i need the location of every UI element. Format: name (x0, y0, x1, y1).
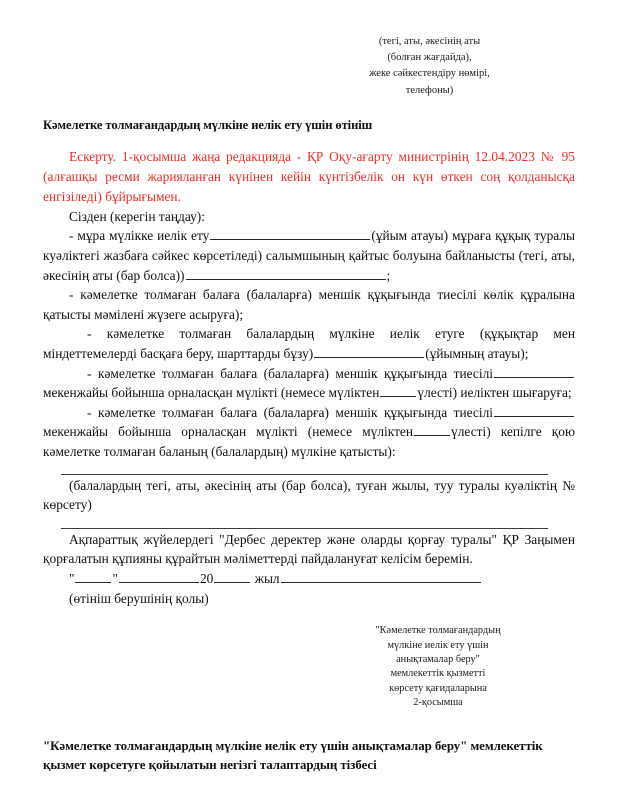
children-details-rule[interactable] (61, 474, 548, 475)
addressee-line-4: телефоны) (405, 84, 454, 96)
blank-signature[interactable] (281, 570, 481, 583)
addressee-line-1: (тегі, аты, әкесінің аты (378, 36, 481, 47)
blank-address-1[interactable] (494, 364, 574, 377)
annex-line-6: 2-қосымша (413, 697, 463, 709)
quote-open: " (69, 570, 75, 586)
amendment-note: Ескерту. 1-қосымша жаңа редакцияда - ҚР Оқу-ағарту министрінің 12.04.2023 № 95 (алғашқы ресми жарияланған күнінен кейін күнтізбелік он күн өткен соң қолданысқа енгізіледі) бұйрығымен. (43, 148, 575, 204)
consent-rule[interactable] (61, 528, 548, 529)
option-3-text-a: - кәмелетке толмаған балалардың мүлкіне иелік етуге (құқықтар мен міндеттемелерді басқаға беру, шарттарды бұзу) (43, 326, 575, 361)
quote-close: " (112, 570, 118, 586)
request-option-vehicle: - кәмелетке толмаған балаға (балаларға) меншік құқығында тиесілі көлік құралына қатысты мәмілені жүзеге асыруға); (43, 287, 575, 322)
annex-line-4: мемлекеттік қызметті (390, 668, 486, 680)
annex-line-3: анықтамалар беру" (396, 653, 480, 665)
option-1-text-a: - мұра мүлікке иелік ету (69, 228, 210, 244)
children-details-caption: (балалардың тегі, аты, әкесінің аты (бар болса), туған жылы, туу туралы куәліктің № көрсету) (43, 477, 575, 513)
date-and-signature-line (43, 569, 575, 589)
request-option-alienation (43, 364, 575, 403)
requirements-list-heading: "Кәмелетке толмағандардың мүлкіне иелік ету үшін анықтамалар беру" мемлекеттік қызмет көрсетуге қойылатын негізгі талаптардың тізбесі (43, 738, 543, 772)
blank-organization-name-1[interactable] (210, 227, 370, 240)
option-4-text-c: үлесті) иеліктен шығаруға; (417, 385, 572, 401)
option-1-text-b: (ұйым атауы) мұраға құқық туралы куәліктегі жазбаға сәйкес көрсетіледі) салымшының қайтыс болуына байланысты (тегі, аты, әкесінің аты (бар болса)) (43, 228, 575, 283)
year-prefix: 20 (199, 570, 214, 586)
request-option-pledge (43, 403, 575, 462)
option-5-text-c: үлесті) кепілге қою кәмелетке толмаған баланың (балалардың) мүлкіне қатысты): (43, 424, 575, 459)
blank-day[interactable] (75, 570, 111, 583)
blank-address-2[interactable] (494, 403, 574, 416)
blank-year[interactable] (214, 570, 250, 583)
request-option-disposal (43, 324, 575, 363)
blank-share-1[interactable] (380, 384, 416, 397)
option-5-text-b: мекенжайы бойынша орналасқан мүлікті (немесе мүліктен (43, 424, 414, 440)
year-word: жыл (254, 570, 280, 586)
blank-depositor-name[interactable] (186, 266, 386, 279)
addressee-line-2: (болған жағдайда), (387, 52, 472, 64)
addressee-line-3: жеке сәйкестендіру нөмірі, (369, 68, 490, 80)
option-4-text-a: - кәмелетке толмаған балаға (балаларға) меншік құқығында тиесілі (87, 365, 493, 381)
annex-reference-block (313, 624, 563, 710)
addressee-block (302, 34, 557, 99)
blank-month[interactable] (119, 570, 199, 583)
annex-line-5: көрсету қағидаларына (389, 682, 487, 694)
option-1-text-c: ; (386, 267, 391, 283)
blank-organization-name-2[interactable] (314, 345, 424, 358)
document-title: Кәмелетке толмағандардың мүлкіне иелік ету үшін өтініш (43, 117, 373, 132)
blank-share-2[interactable] (414, 423, 450, 436)
request-option-inheritance (43, 226, 575, 285)
option-4-text-b: мекенжайы бойынша орналасқан мүлікті (немесе мүліктен (43, 385, 380, 401)
signature-caption: (өтініш берушінің қолы) (69, 590, 209, 606)
request-lead-in: Сізден (керегін таңдау): (69, 208, 205, 224)
option-3-text-b: (ұйымның атауы); (425, 345, 529, 361)
option-5-text-a: - кәмелетке толмаған балаға (балаларға) меншік құқығында тиесілі (87, 404, 493, 420)
personal-data-consent: Ақпараттық жүйелердегі "Дербес деректер және оларды қорғау туралы" ҚР Заңымен қорғалатын құпияны құрайтын мәліметтерді пайдалануғат келісім беремін. (43, 531, 575, 567)
annex-line-1: "Кәмелетке толмағандардың (375, 625, 501, 637)
annex-line-2: мүлкіне иелік ету үшін (387, 639, 489, 651)
